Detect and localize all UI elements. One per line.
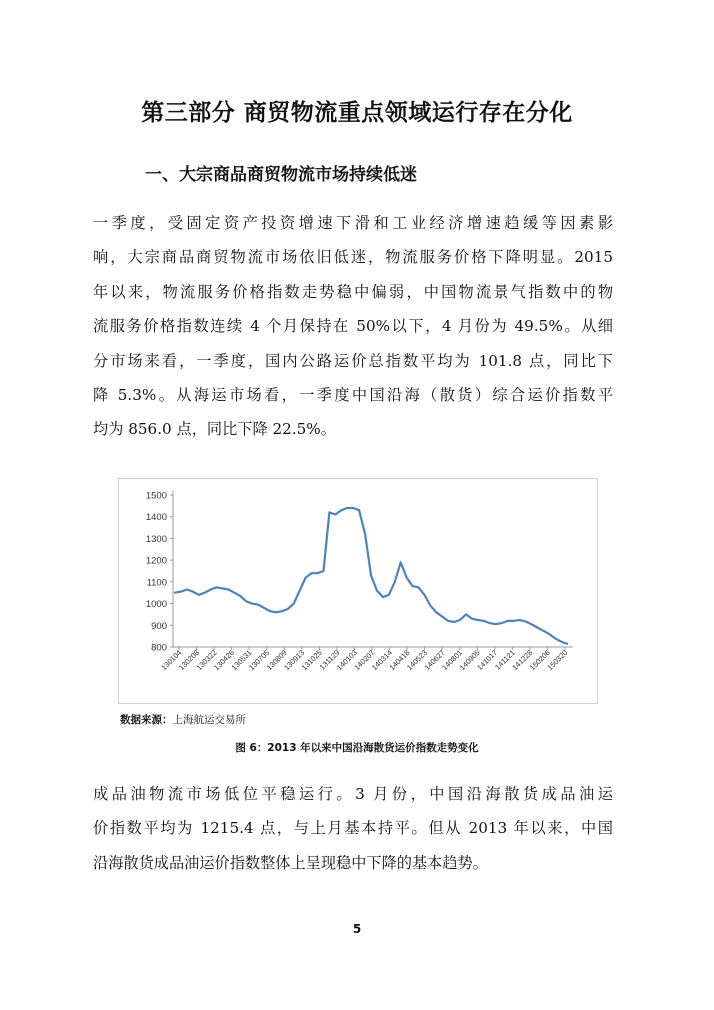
page-title: 第三部分 商贸物流重点领域运行存在分化 — [141, 100, 573, 126]
paragraph-line: 成品油物流市场低位平稳运行。3 月份，中国沿海散货成品油运 — [93, 785, 613, 803]
x-tick-label: 140627 — [422, 648, 447, 673]
x-tick-label: 130426 — [211, 648, 237, 673]
y-tick-label: 1500 — [145, 490, 167, 502]
x-tick-label: 140801 — [440, 648, 465, 673]
x-tick-label: 140103 — [334, 648, 359, 673]
paragraph-line: 均为 856.0 点，同比下降 22.5%。 — [93, 420, 336, 439]
paragraph-line: 价指数平均为 1215.4 点，与上月基本持平。但从 2013 年以来，中国 — [93, 819, 613, 838]
x-tick-label: 141017 — [475, 648, 500, 673]
x-tick-label: 140207 — [352, 648, 377, 673]
figure-caption: 图 6：2013 年以来中国沿海散货运价指数走势变化 — [235, 742, 479, 754]
source-label: 数据来源： — [120, 714, 173, 726]
x-tick-label: 130809 — [264, 648, 289, 673]
y-tick-label: 1400 — [145, 512, 167, 524]
x-tick-label: 140418 — [387, 648, 412, 673]
freight-index-chart — [118, 478, 598, 704]
x-tick-label: 130531 — [229, 648, 254, 673]
y-tick-label: 800 — [151, 642, 167, 654]
x-tick-label: 141228 — [510, 648, 535, 673]
x-tick-label: 141121 — [493, 648, 517, 672]
section-heading: 一、大宗商品商贸物流市场持续低迷 — [145, 165, 417, 185]
x-tick-label: 131025 — [299, 648, 324, 673]
y-tick-label: 1300 — [145, 533, 167, 545]
y-tick-label: 900 — [151, 620, 167, 632]
paragraph-line: 沿海散货成品油运价指数整体上呈现稳中下降的基本趋势。 — [93, 853, 488, 872]
paragraph-line: 分市场来看，一季度，国内公路运价总指数平均为 101.8 点，同比下 — [93, 351, 613, 370]
x-tick-label: 150206 — [527, 648, 552, 673]
paragraph-1 — [93, 206, 613, 447]
x-tick-label: 131129 — [317, 648, 342, 672]
page-number: 5 — [352, 922, 362, 936]
x-tick-label: 130322 — [194, 648, 219, 673]
paragraph-line: 降 5.3%。从海运市场看，一季度中国沿海（散货）综合运价指数平 — [93, 386, 613, 405]
y-tick-label: 1000 — [145, 599, 167, 611]
paragraph-line: 流服务价格指数连续 4 个月保持在 50%以下，4 月份为 49.5%。从细 — [93, 317, 613, 336]
x-tick-label: 140523 — [404, 648, 430, 673]
y-tick-label: 1200 — [145, 555, 167, 567]
paragraph-line: 年以来，物流服务价格指数走势稳中偏弱，中国物流景气指数中的物 — [93, 282, 613, 301]
x-tick-label: 140314 — [369, 648, 394, 673]
chart-svg — [119, 479, 597, 703]
source-text: 上海航运交易所 — [172, 714, 246, 726]
x-tick-label: 130208 — [176, 648, 201, 673]
x-tick-label: 130104 — [159, 648, 184, 673]
y-tick-label: 1100 — [146, 577, 167, 589]
paragraph-line: 一季度，受固定资产投资增速下滑和工业经济增速趋缓等因素影 — [93, 214, 613, 232]
paragraph-line: 响，大宗商品商贸物流市场依旧低迷，物流服务价格下降明显。2015 — [93, 248, 613, 267]
x-tick-label: 150320 — [545, 648, 570, 673]
series-line — [175, 508, 567, 644]
x-tick-label: 130705 — [247, 648, 272, 673]
paragraph-2 — [93, 777, 613, 880]
data-source — [120, 712, 246, 727]
x-tick-label: 130913 — [282, 648, 307, 673]
x-tick-label: 140905 — [457, 648, 482, 673]
